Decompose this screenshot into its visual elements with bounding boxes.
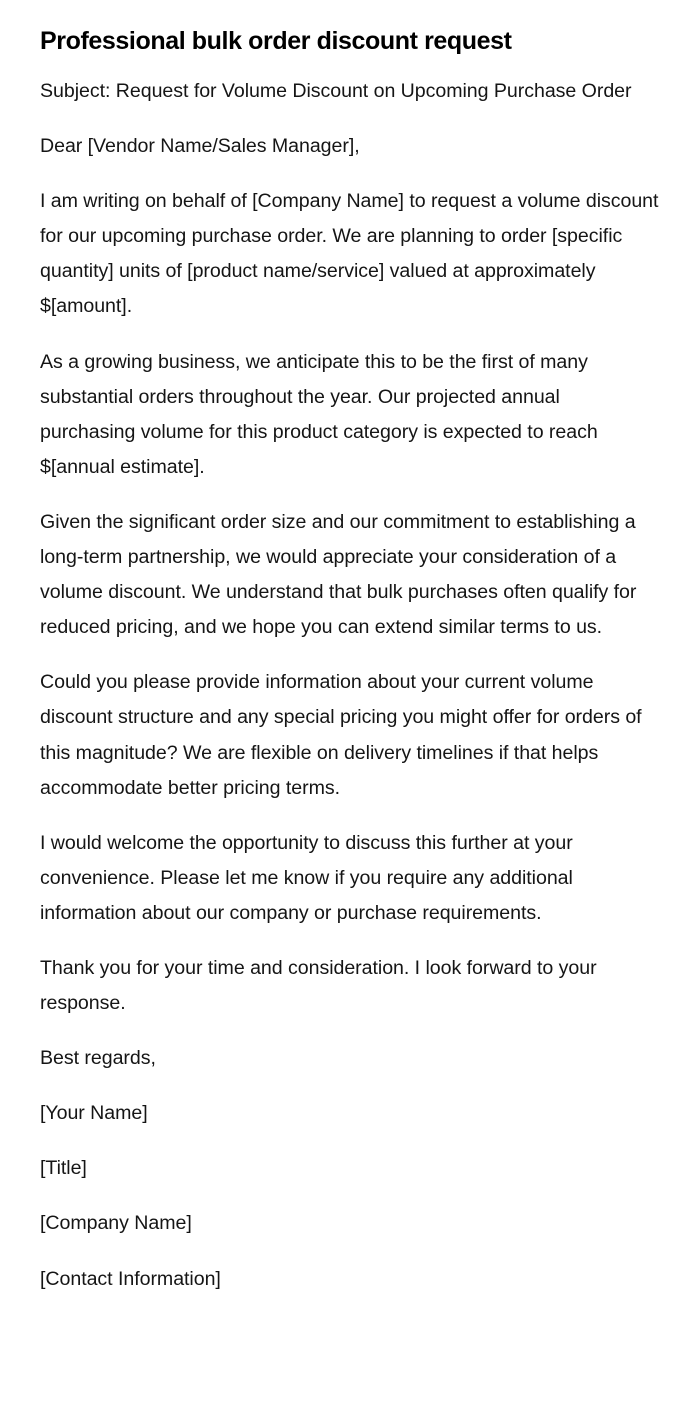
- page-title: Professional bulk order discount request: [40, 27, 512, 55]
- letter-subject: Subject: Request for Volume Discount on Upcoming Purchase Order: [40, 80, 632, 102]
- letter-paragraph: Thank you for your time and consideration. I look forward to your response.: [40, 956, 597, 1015]
- signature-contact: [Contact Information]: [40, 1267, 221, 1290]
- letter-paragraph: Given the significant order size and our commitment to establishing a long-term partnership, we would appreciate your consideration of a volume discount. We understand that bulk purchases often qualify for reduced pricing, and we hope you can extend similar terms to us.: [40, 510, 637, 639]
- letter-paragraph: Could you please provide information about your current volume discount structure and any special pricing you might offer for orders of this magnitude? We are flexible on delivery timelines if that helps accommodate better pricing terms.: [40, 671, 642, 799]
- signature-company: [Company Name]: [40, 1212, 192, 1235]
- letter-salutation: Dear [Vendor Name/Sales Manager],: [40, 135, 360, 158]
- letter-paragraph: As a growing business, we anticipate this to be the first of many substantial orders throughout the year. Our projected annual purchasing volume for this product category is expected to reach $[annual estimate].: [40, 350, 598, 478]
- letter-paragraph: I would welcome the opportunity to discuss this further at your convenience. Please let me know if you require any additional information about our company or purchase requirements.: [40, 831, 573, 924]
- signature-title: [Title]: [40, 1157, 87, 1180]
- letter-closing: Best regards,: [40, 1047, 156, 1070]
- signature-name: [Your Name]: [40, 1102, 148, 1125]
- letter-paragraph: I am writing on behalf of [Company Name] to request a volume discount for our upcoming purchase order. We are planning to order [specific quantity] units of [product name/service] valued at approximately $[amount].: [40, 190, 659, 318]
